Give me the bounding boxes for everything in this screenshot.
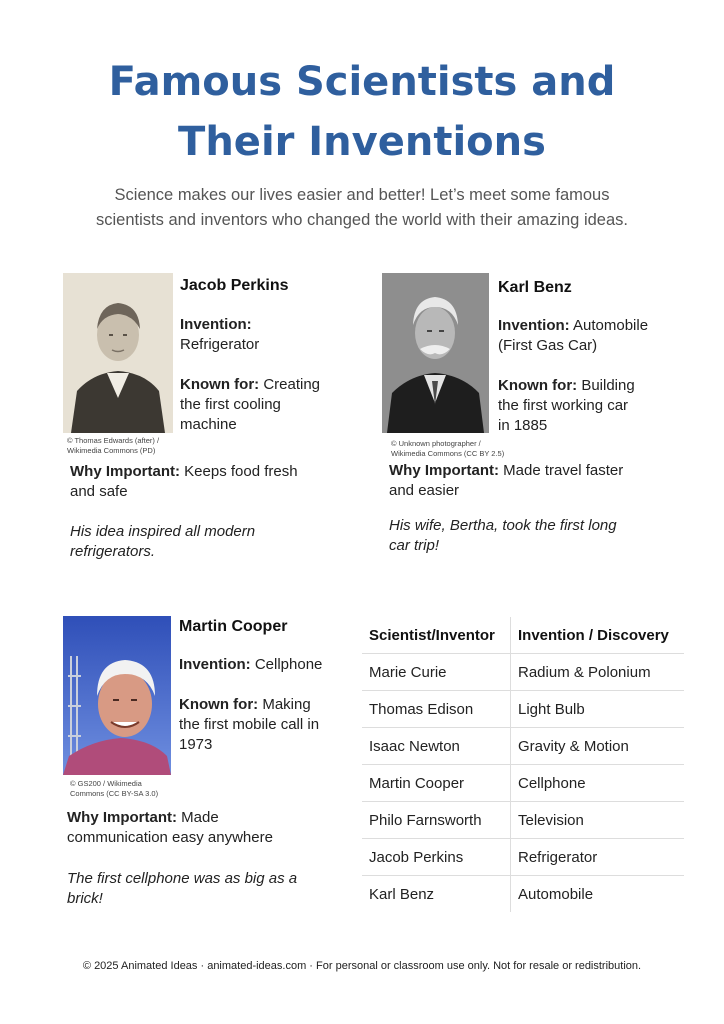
martin-cooper-name: Martin Cooper [179, 618, 288, 635]
page-title-line-1: Famous Scientists and [108, 59, 616, 105]
jacob-perkins-known-for: Known for: Creating the first cooling machine [180, 376, 321, 433]
intro-line-1: Science makes our lives easier and better! Let’s meet some famous [114, 186, 610, 204]
karl-benz-credit: © Unknown photographer / Wikimedia Commons (CC BY 2.5) [391, 439, 505, 458]
table-cell: Philo Farnsworth [362, 802, 511, 839]
page-title [0, 52, 724, 172]
table-cell: Automobile [518, 885, 594, 903]
martin-cooper-invention: Invention: Cellphone [179, 656, 323, 673]
table-row [362, 691, 684, 728]
table-cell: Karl Benz [362, 876, 511, 913]
table-row [362, 765, 684, 802]
martin-cooper-known-for: Known for: Making the first mobile call in 1973 [179, 696, 320, 753]
jacob-perkins-portrait [63, 273, 173, 433]
table-cell: Marie Curie [362, 654, 511, 691]
table-cell: Television [511, 802, 685, 839]
jacob-perkins-fun-fact: His idea inspired all modern refrigerators. [70, 523, 256, 560]
table-cell: Isaac Newton [362, 728, 511, 765]
table-row [362, 876, 684, 913]
table-row [362, 728, 684, 765]
table-cell: Jacob Perkins [362, 839, 511, 876]
column-header-invention: Invention / Discovery [511, 617, 685, 654]
jacob-perkins-invention: Invention: Refrigerator [180, 316, 260, 353]
table-cell: Cellphone [511, 765, 685, 802]
table-cell: Martin Cooper [362, 765, 511, 802]
table-header-row [362, 617, 684, 654]
martin-cooper-credit: © GS200 / Wikimedia Commons (CC BY-SA 3.0) [70, 779, 159, 798]
karl-benz-name: Karl Benz [498, 279, 572, 296]
table-row [362, 654, 684, 691]
page-title-line-2: Their Inventions [178, 119, 546, 165]
table-row [362, 802, 684, 839]
intro-text [40, 183, 684, 233]
footer-copyright: © 2025 Animated Ideas · animated-ideas.com · For personal or classroom use only. Not for resale or redistribution. [82, 960, 642, 972]
karl-benz-fun-fact: His wife, Bertha, took the first long car trip! [389, 517, 617, 554]
martin-cooper-why-important: Why Important: Made communication easy anywhere [67, 809, 273, 846]
karl-benz-invention: Invention: Automobile (First Gas Car) [498, 317, 649, 354]
column-header-scientist: Scientist/Inventor [362, 617, 511, 654]
intro-line-2: scientists and inventors who changed the world with their amazing ideas. [96, 211, 628, 229]
karl-benz-portrait [382, 273, 489, 433]
jacob-perkins-why-important: Why Important: Keeps food fresh and safe [70, 463, 298, 500]
inventions-table [362, 617, 684, 912]
karl-benz-why-important: Why Important: Made travel faster and easier [389, 462, 624, 499]
table-cell: Radium & Polonium [511, 654, 685, 691]
table-cell: Refrigerator [511, 839, 685, 876]
martin-cooper-fun-fact: The first cellphone was as big as a brick! [67, 870, 298, 907]
jacob-perkins-credit: © Thomas Edwards (after) / Wikimedia Commons (PD) [67, 436, 160, 455]
table-cell: Thomas Edison [362, 691, 511, 728]
table-cell: Light Bulb [511, 691, 685, 728]
martin-cooper-photo [63, 616, 171, 775]
table-row [362, 839, 684, 876]
jacob-perkins-name: Jacob Perkins [180, 277, 289, 294]
table-cell: Gravity & Motion [511, 728, 685, 765]
karl-benz-known-for: Known for: Building the first working car in 1885 [498, 377, 635, 434]
